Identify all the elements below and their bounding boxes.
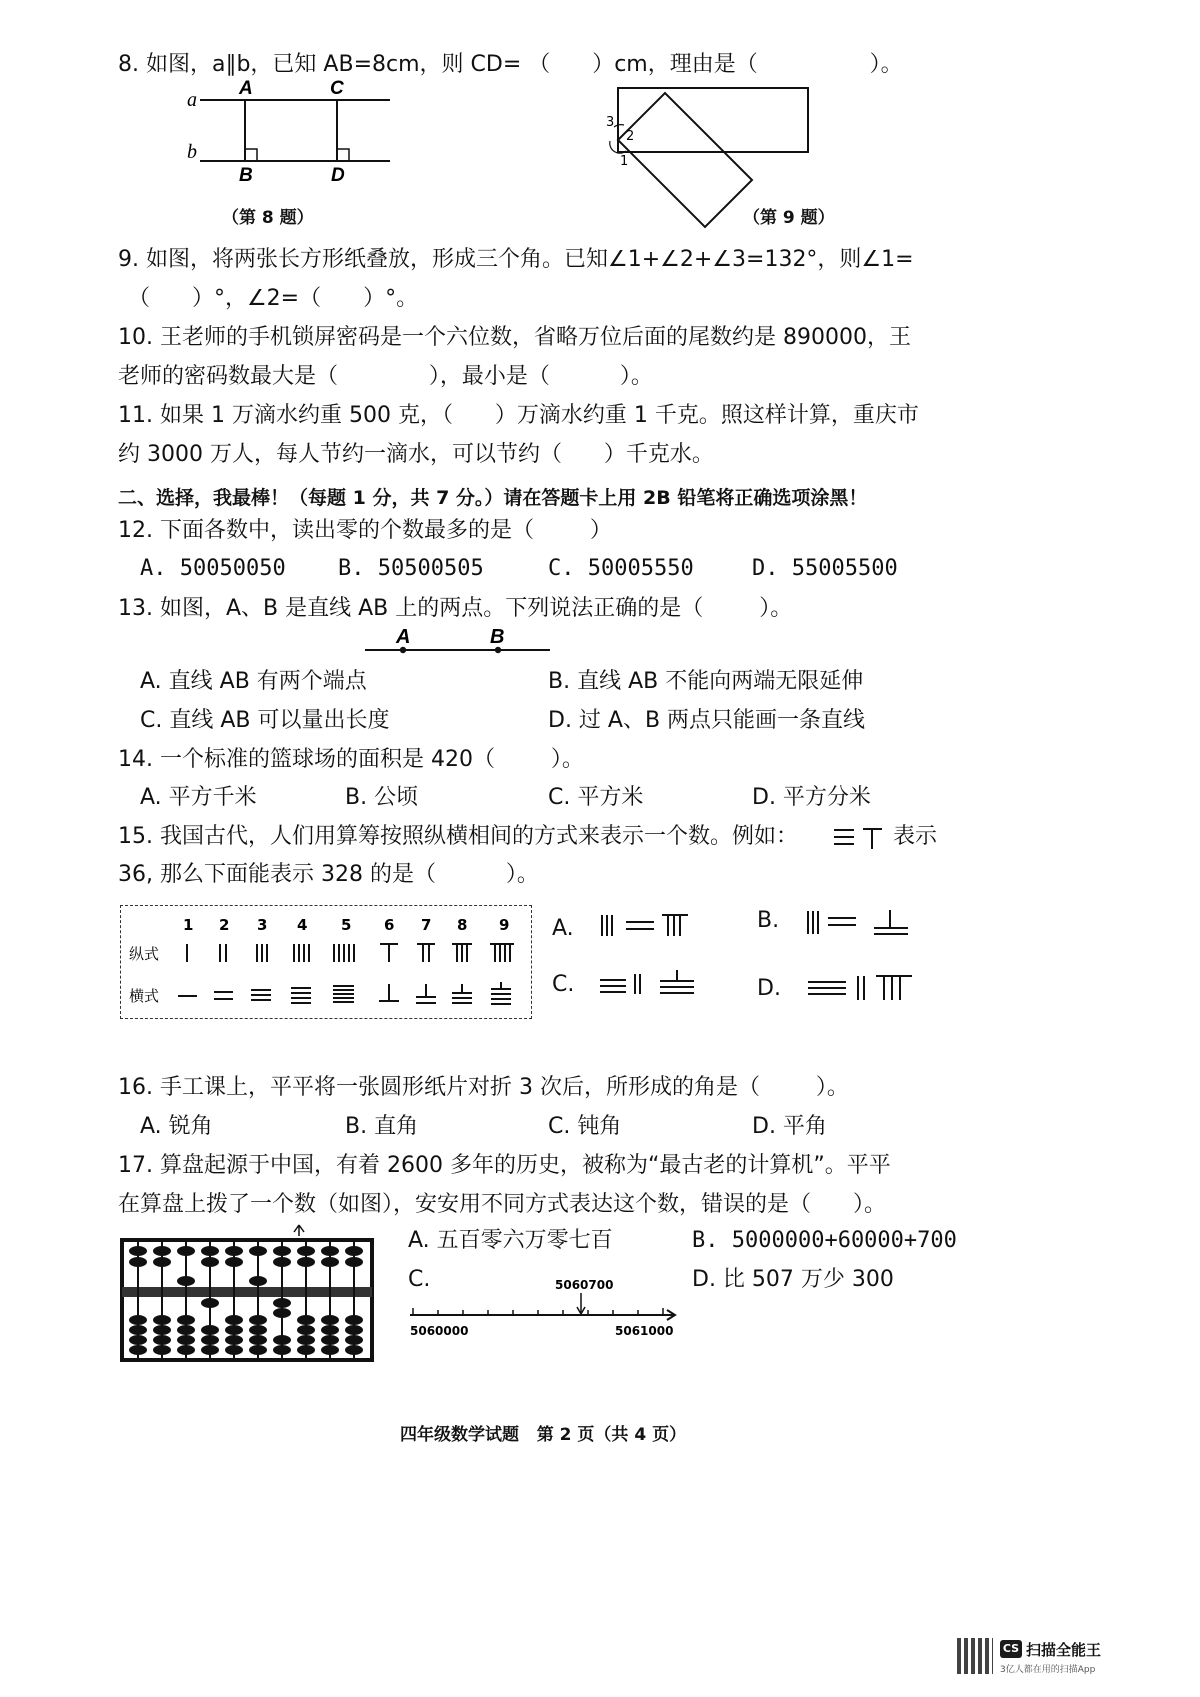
q16-text: 16. 手工课上，平平将一张圆形纸片对折 3 次后，所形成的角是（ ）。 xyxy=(118,1075,849,1100)
q15-option-c-rods xyxy=(598,966,708,998)
q8-figure xyxy=(185,78,400,183)
q13-option-c: C. 直线 AB 可以量出长度 xyxy=(140,708,390,733)
q16-option-a: A. 锐角 xyxy=(140,1114,213,1139)
angle-label-1: 1 xyxy=(620,154,629,169)
q8-text: 8. 如图，a∥b，已知 AB=8cm，则 CD= （ ）cm，理由是（ ）。 xyxy=(118,52,903,77)
paper-rect-2 xyxy=(618,93,752,227)
q15-rod-table xyxy=(120,905,532,1019)
q15-line1: 15. 我国古代，人们用算筹按照纵横相间的方式来表示一个数。例如： xyxy=(118,824,798,849)
q14-option-d: D. 平方分米 xyxy=(752,785,871,810)
q8-caption: （第 8 题） xyxy=(222,208,314,228)
rod-header-6: 6 xyxy=(384,916,395,934)
label-b: b xyxy=(187,141,197,163)
q13-option-b: B. 直线 AB 不能向两端无限延伸 xyxy=(548,669,864,694)
q16-option-b: B. 直角 xyxy=(345,1114,419,1139)
q15-line2: 36, 那么下面能表示 328 的是（ ）。 xyxy=(118,862,539,887)
q15-example-rods xyxy=(830,824,886,852)
q17-number-line xyxy=(405,1273,695,1343)
q12-text: 12. 下面各数中，读出零的个数最多的是（ ） xyxy=(118,518,612,543)
abacus-beads xyxy=(129,1246,363,1355)
abacus-beam xyxy=(122,1287,372,1297)
q16-option-d: D. 平角 xyxy=(752,1114,827,1139)
q13-text: 13. 如图，A、B 是直线 AB 上的两点。下列说法正确的是（ ）。 xyxy=(118,596,793,621)
page-footer: 四年级数学试题 第 2 页（共 4 页） xyxy=(400,1425,687,1445)
qr-code-icon xyxy=(957,1638,993,1674)
q16-option-c: C. 钝角 xyxy=(548,1114,622,1139)
label-B: B xyxy=(239,165,253,183)
q9-line2: （ ）°，∠2=（ ）°。 xyxy=(128,286,419,311)
section2-title: 二、选择，我最棒！（每题 1 分，共 7 分。）请在答题卡上用 2B 铅笔将正确选项涂黑！ xyxy=(118,487,868,509)
label-C: C xyxy=(330,78,344,99)
q17-line1: 17. 算盘起源于中国，有着 2600 多年的历史，被称为“最古老的计算机”。平平 xyxy=(118,1153,891,1178)
unit-rod-arrow xyxy=(294,1225,304,1236)
label-a: a xyxy=(187,89,197,111)
q14-option-b: B. 公顷 xyxy=(345,785,419,810)
q17-option-a: A. 五百零六万零七百 xyxy=(408,1228,613,1253)
q15-option-d: D. xyxy=(757,976,781,1001)
rod-header-5: 5 xyxy=(341,916,352,934)
q13-line-figure xyxy=(365,626,550,658)
q10-line1: 10. 王老师的手机锁屏密码是一个六位数，省略万位后面的尾数约是 890000，王 xyxy=(118,325,911,350)
q11-line2: 约 3000 万人，每人节约一滴水，可以节约（ ）千克水。 xyxy=(118,442,714,467)
label-A: A xyxy=(239,78,253,99)
numberline-end-label: 5061000 xyxy=(615,1324,674,1338)
q17-option-b: B. 5000000+60000+700 xyxy=(692,1228,957,1253)
q9-caption: （第 9 题） xyxy=(743,208,835,228)
q17-option-d: D. 比 507 万少 300 xyxy=(692,1267,894,1292)
right-angle-b xyxy=(245,149,257,161)
rod-header-2: 2 xyxy=(219,916,230,934)
q12-option-a: A. 50050050 xyxy=(140,556,286,581)
q14-option-a: A. 平方千米 xyxy=(140,785,257,810)
numberline-ticks xyxy=(413,1308,663,1315)
scanner-brand: 扫描全能王 xyxy=(1026,1641,1102,1659)
rod-header-7: 7 xyxy=(421,916,432,934)
cs-badge-icon: CS xyxy=(1000,1640,1022,1658)
q13-option-a: A. 直线 AB 有两个端点 xyxy=(140,669,367,694)
q15-rod-table-svg xyxy=(121,906,531,1018)
numberline-mark-label: 5060700 xyxy=(555,1278,614,1292)
q13-option-d: D. 过 A、B 两点只能画一条直线 xyxy=(548,708,866,733)
q15-line1-end: 表示 xyxy=(893,824,938,849)
q11-line1: 11. 如果 1 万滴水约重 500 克，（ ）万滴水约重 1 千克。照这样计算，重庆市 xyxy=(118,403,919,428)
angle-label-3: 3 xyxy=(606,115,615,130)
q17-line2: 在算盘上拨了一个数（如图），安安用不同方式表达这个数，错误的是（ ）。 xyxy=(118,1192,886,1217)
row-label-vertical: 纵式 xyxy=(129,945,160,963)
q14-option-c: C. 平方米 xyxy=(548,785,644,810)
angle-label-2: 2 xyxy=(626,129,635,144)
rod-header-4: 4 xyxy=(297,916,308,934)
point-label-a: A xyxy=(396,626,411,648)
q12-option-c: C. 50005550 xyxy=(548,556,694,581)
q12-option-d: D. 55005500 xyxy=(752,556,898,581)
q15-option-a: A. xyxy=(552,916,574,941)
rod-header-9: 9 xyxy=(499,916,510,934)
q15-option-a-rods xyxy=(598,912,698,940)
numberline-start-label: 5060000 xyxy=(410,1324,469,1338)
q12-option-b: B. 50500505 xyxy=(338,556,484,581)
q9-line1: 9. 如图，将两张长方形纸叠放，形成三个角。已知∠1+∠2+∠3=132°，则∠1= xyxy=(118,247,914,272)
vertical-rods xyxy=(187,944,514,962)
q15-option-b: B. xyxy=(757,908,780,933)
right-angle-d xyxy=(337,149,349,161)
q15-option-c: C. xyxy=(552,972,575,997)
row-label-horizontal: 横式 xyxy=(129,987,160,1005)
rod-header-1: 1 xyxy=(183,916,194,934)
q15-option-b-rods xyxy=(804,906,924,940)
q15-option-d-rods xyxy=(804,970,919,1004)
label-D: D xyxy=(331,165,345,183)
point-label-b: B xyxy=(490,626,505,648)
rod-header-8: 8 xyxy=(457,916,468,934)
scanner-tagline: 3亿人都在用的扫描App xyxy=(1000,1665,1096,1675)
horizontal-rods xyxy=(178,982,511,1004)
q17-option-c: C. xyxy=(408,1267,431,1292)
q14-text: 14. 一个标准的篮球场的面积是 420（ ）。 xyxy=(118,747,584,772)
abacus-rods xyxy=(138,1240,354,1360)
q10-line2: 老师的密码数最大是（ ），最小是（ ）。 xyxy=(118,364,653,389)
abacus-figure xyxy=(118,1222,380,1364)
rod-header-3: 3 xyxy=(257,916,268,934)
